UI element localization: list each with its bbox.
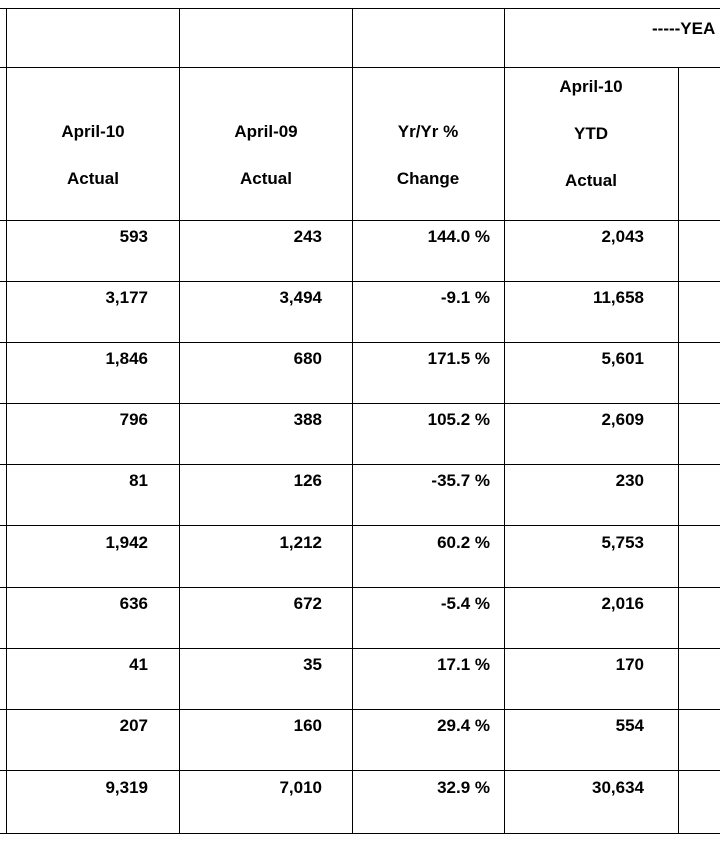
header-bottom-line: [0, 220, 720, 221]
column-divider: [6, 8, 7, 834]
cell-ytd-actual: 30,634: [592, 778, 644, 797]
cell-yr-change: 171.5 %: [427, 349, 490, 368]
cell-ytd-actual: 170: [615, 655, 644, 674]
cell-ytd-actual: 2,609: [601, 410, 644, 429]
cell-yr-change: 105.2 %: [427, 410, 490, 429]
cell-april10-actual: 207: [119, 716, 148, 735]
column-divider: [678, 67, 679, 834]
cell-ytd-actual: 2,043: [601, 227, 644, 246]
cell-yr-change: -5.4 %: [440, 594, 490, 613]
year-group-title: -----YEA: [652, 19, 716, 38]
header-line: Yr/Yr %: [397, 122, 459, 141]
cell-april10-actual: 1,846: [105, 349, 148, 368]
cell-ytd-actual: 5,601: [601, 349, 644, 368]
header-line: April-10: [559, 77, 623, 96]
cell-yr-change: 60.2 %: [437, 533, 490, 552]
cell-april10-actual: 1,942: [105, 533, 148, 552]
cell-april09-actual: 35: [303, 655, 322, 674]
cell-april09-actual: 680: [293, 349, 322, 368]
col-header-april09-actual: [186, 108, 346, 202]
cell-april09-actual: 160: [293, 716, 322, 735]
cell-ytd-actual: 230: [615, 471, 644, 490]
column-divider: [179, 8, 180, 834]
header-line: Actual: [240, 169, 292, 188]
cell-april10-actual: 796: [119, 410, 148, 429]
row-divider: [0, 770, 720, 771]
cell-yr-change: 17.1 %: [437, 655, 490, 674]
header-line: April-09: [234, 122, 298, 141]
cell-april09-actual: 388: [293, 410, 322, 429]
header-line: Actual: [565, 171, 617, 190]
row-divider: [0, 281, 720, 282]
col-header-april10-actual: [13, 108, 173, 202]
row-divider: [0, 464, 720, 465]
row-divider: [0, 648, 720, 649]
cell-april10-actual: 3,177: [105, 288, 148, 307]
header-line: April-10: [61, 122, 125, 141]
cell-april09-actual: 672: [293, 594, 322, 613]
row-divider: [0, 342, 720, 343]
table-border-bottom: [0, 833, 720, 834]
cell-yr-change: -35.7 %: [431, 471, 490, 490]
cell-april10-actual: 9,319: [105, 778, 148, 797]
cell-ytd-actual: 5,753: [601, 533, 644, 552]
cell-april10-actual: 636: [119, 594, 148, 613]
table-border-top: [0, 8, 720, 9]
cell-ytd-actual: 554: [615, 716, 644, 735]
cell-april10-actual: 593: [119, 227, 148, 246]
header-line: Actual: [67, 169, 119, 188]
row-divider: [0, 709, 720, 710]
cell-ytd-actual: 11,658: [592, 288, 644, 307]
header-line: Change: [396, 169, 460, 188]
row-divider: [0, 525, 720, 526]
cell-ytd-actual: 2,016: [601, 594, 644, 613]
col-header-april10-ytd-actual: [511, 63, 671, 204]
cell-april09-actual: 1,212: [279, 533, 322, 552]
cell-april09-actual: 126: [293, 471, 322, 490]
cell-yr-change: -9.1 %: [440, 288, 490, 307]
cell-april10-actual: 81: [129, 471, 148, 490]
cell-yr-change: 29.4 %: [437, 716, 490, 735]
cell-april09-actual: 3,494: [279, 288, 322, 307]
cell-yr-change: 144.0 %: [427, 227, 490, 246]
row-divider: [0, 403, 720, 404]
cell-april09-actual: 7,010: [279, 778, 322, 797]
cell-april09-actual: 243: [293, 227, 322, 246]
row-divider: [0, 587, 720, 588]
cell-april10-actual: 41: [129, 655, 148, 674]
header-line: YTD: [574, 124, 608, 143]
cell-yr-change: 32.9 %: [437, 778, 490, 797]
col-header-yr-change: [348, 108, 508, 202]
